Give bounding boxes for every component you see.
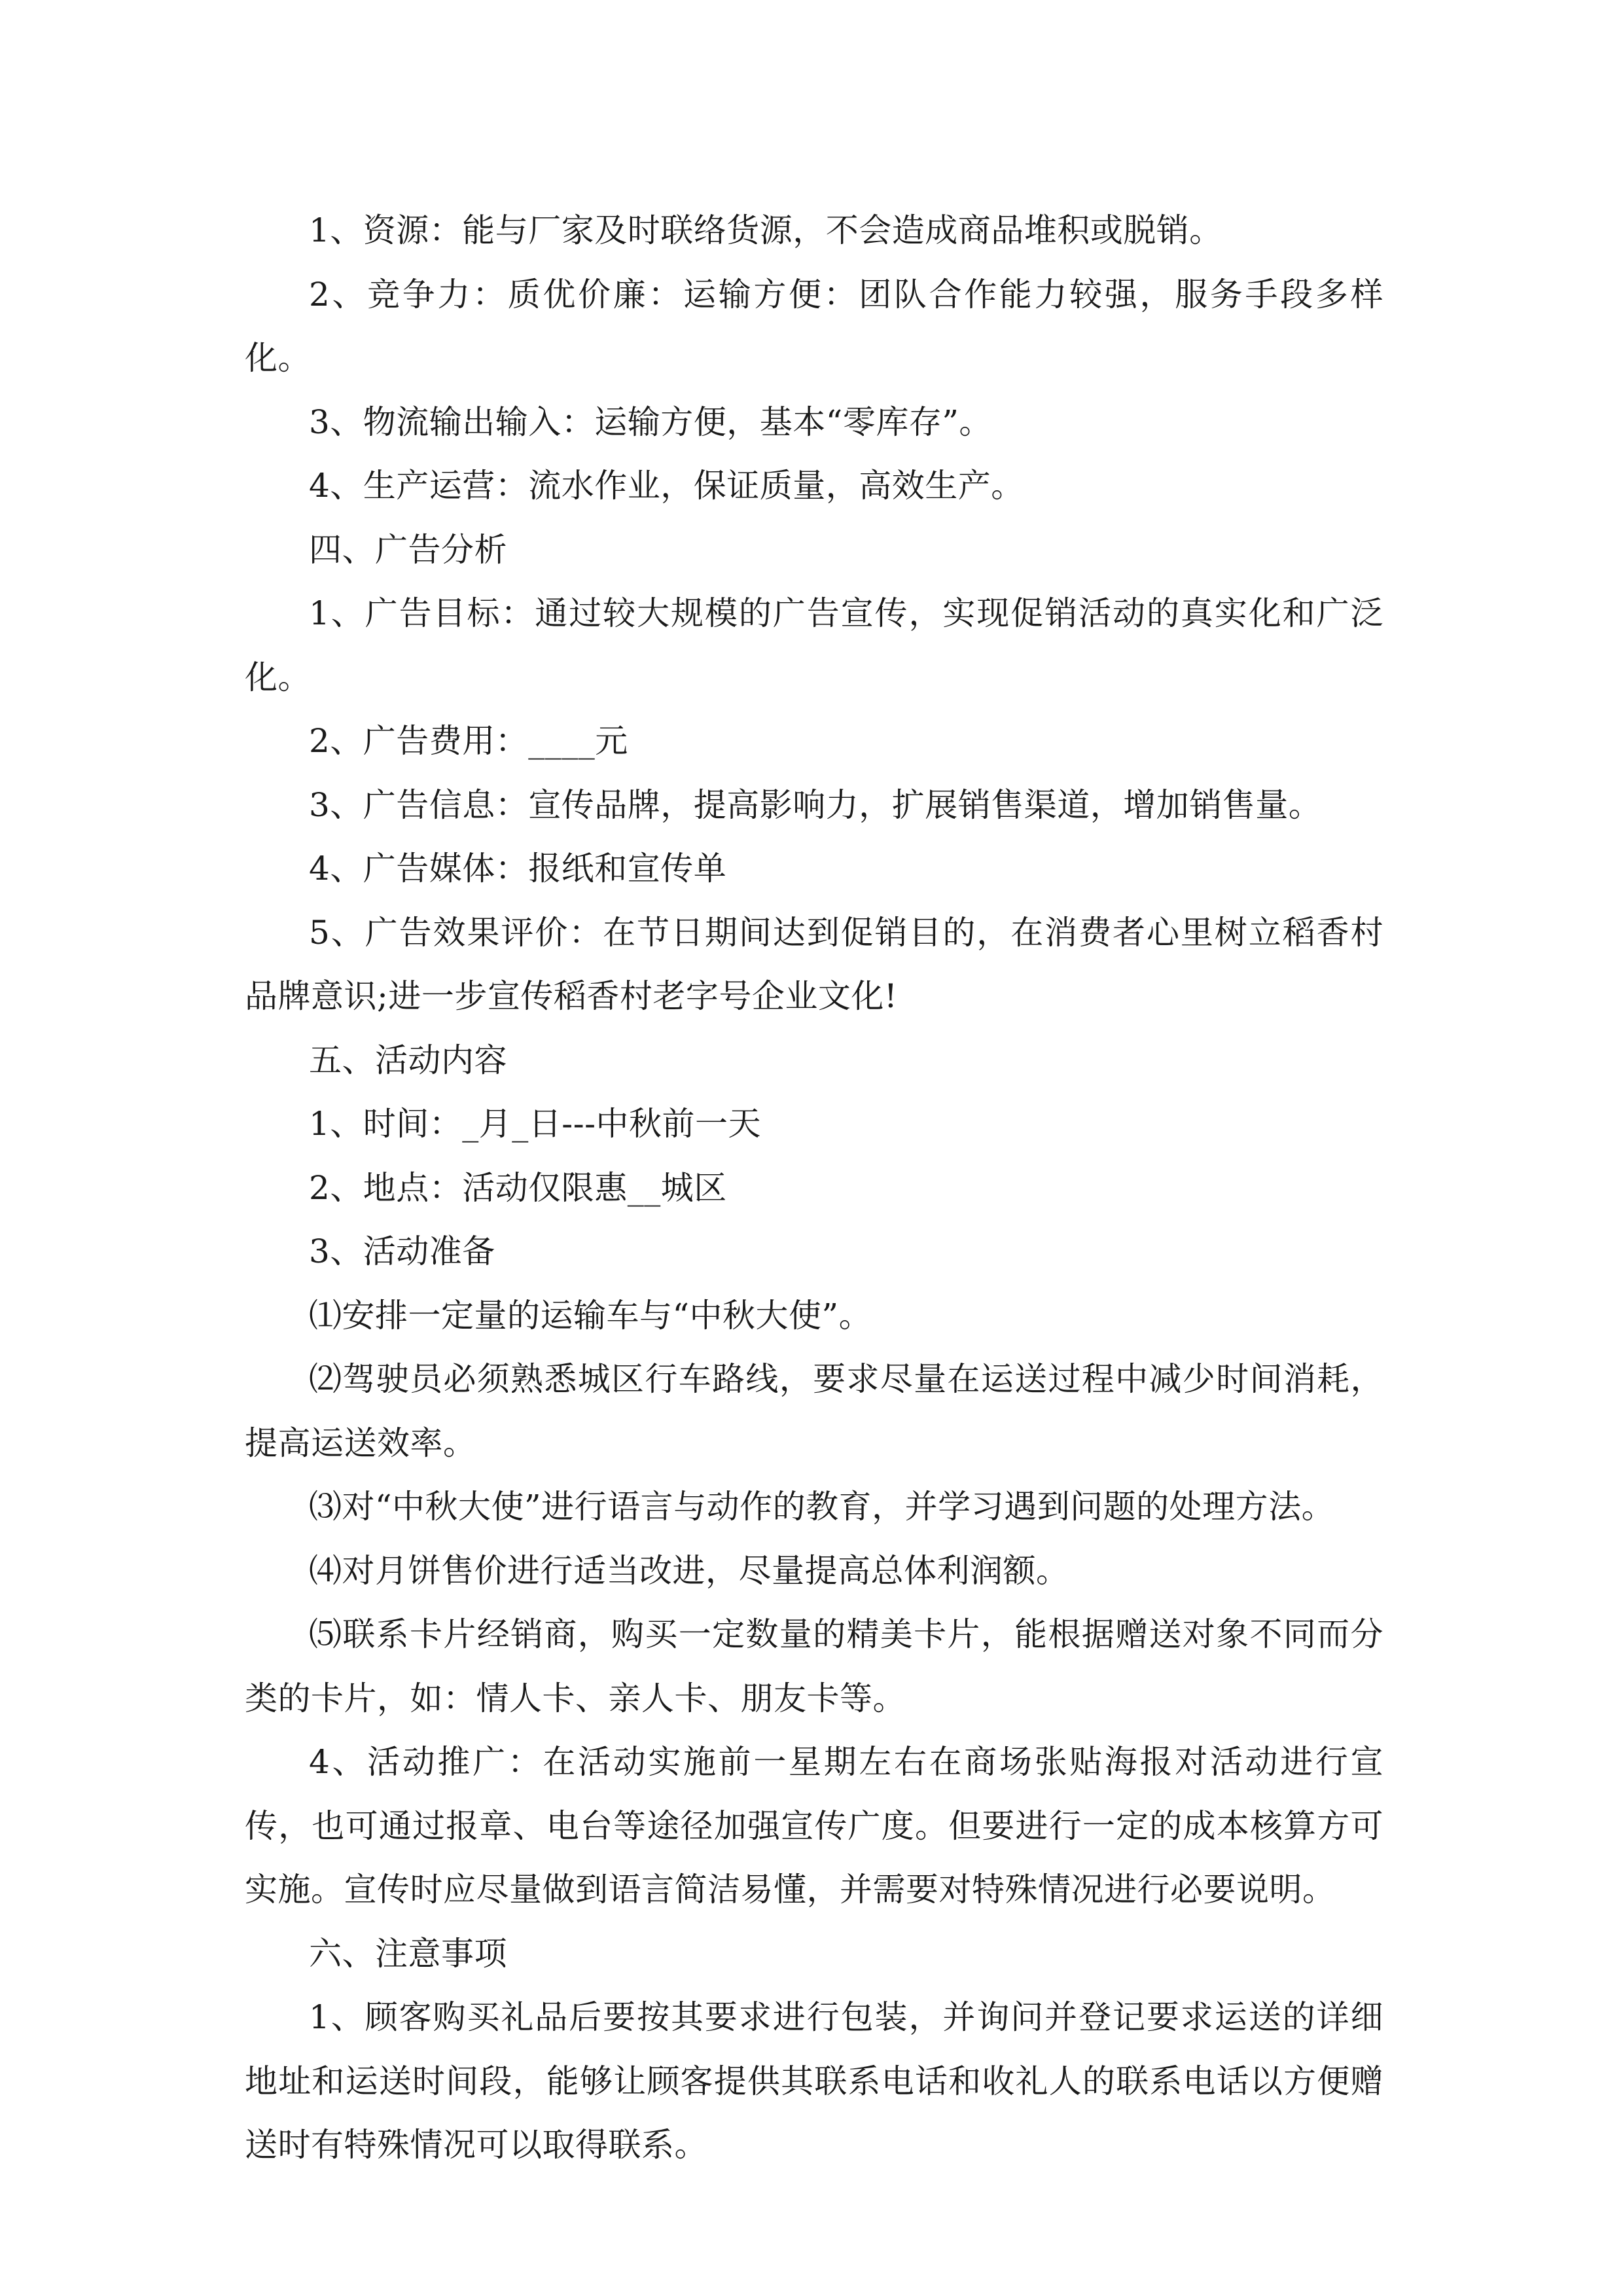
- paragraph-competitiveness: 2、竞争力：质优价廉：运输方便：团队合作能力较强，服务手段多样化。: [245, 275, 1383, 377]
- paragraph-prep-3: ⑶对“中秋大使”进行语言与动作的教育，并学习遇到问题的处理方法。: [309, 1488, 1335, 1526]
- paragraph-ad-goal: 1、广告目标：通过较大规模的广告宣传，实现促销活动的真实化和广泛化。: [245, 594, 1383, 696]
- paragraph-promotion: 4、活动推广：在活动实施前一星期左右在商场张贴海报对活动进行宣传，也可通过报章、电台等途径加强宣传广度。但要进行一定的成本核算方可实施。宣传时应尽量做到语言简洁易懂，并需要对特殊情况进行必要说明。: [245, 1743, 1383, 1909]
- section-heading-ad-analysis: 四、广告分析: [309, 530, 507, 569]
- paragraph-ad-evaluation: 5、广告效果评价：在节日期间达到促销目的，在消费者心里树立稻香村品牌意识;进一步宣传稻香村老字号企业文化!: [245, 913, 1383, 1015]
- paragraph-production: 4、生产运营：流水作业，保证质量，高效生产。: [309, 467, 1024, 505]
- paragraph-ad-media: 4、广告媒体：报纸和宣传单: [309, 850, 727, 888]
- section-heading-notes: 六、注意事项: [309, 1934, 507, 1973]
- paragraph-location: 2、地点：活动仅限惠__城区: [309, 1168, 727, 1207]
- paragraph-prep-2: ⑵驾驶员必须熟悉城区行车路线，要求尽量在运送过程中减少时间消耗，提高运送效率。: [245, 1360, 1383, 1462]
- paragraph-ad-cost: 2、广告费用：____元: [309, 722, 628, 760]
- paragraph-logistics: 3、物流输出输入：运输方便，基本“零库存”。: [309, 403, 992, 441]
- paragraph-time: 1、时间：_月_日---中秋前一天: [309, 1105, 761, 1143]
- paragraph-prep-5: ⑸联系卡片经销商，购买一定数量的精美卡片，能根据赠送对象不同而分类的卡片，如：情人卡、亲人卡、朋友卡等。: [245, 1615, 1383, 1717]
- paragraph-prep-1: ⑴安排一定量的运输车与“中秋大使”。: [309, 1296, 872, 1335]
- document-body: [245, 199, 1383, 2178]
- paragraph-ad-info: 3、广告信息：宣传品牌，提高影响力，扩展销售渠道，增加销售量。: [309, 785, 1322, 824]
- paragraph-resources: 1、资源：能与厂家及时联络货源，不会造成商品堆积或脱销。: [309, 211, 1222, 249]
- section-heading-activity: 五、活动内容: [309, 1041, 507, 1079]
- paragraph-preparation: 3、活动准备: [309, 1232, 495, 1270]
- paragraph-note-1: 1、顾客购买礼品后要按其要求进行包装，并询问并登记要求运送的详细地址和运送时间段，能够让顾客提供其联系电话和收礼人的联系电话以方便赠送时有特殊情况可以取得联系。: [245, 1998, 1383, 2164]
- paragraph-prep-4: ⑷对月饼售价进行适当改进，尽量提高总体利润额。: [309, 1551, 1069, 1590]
